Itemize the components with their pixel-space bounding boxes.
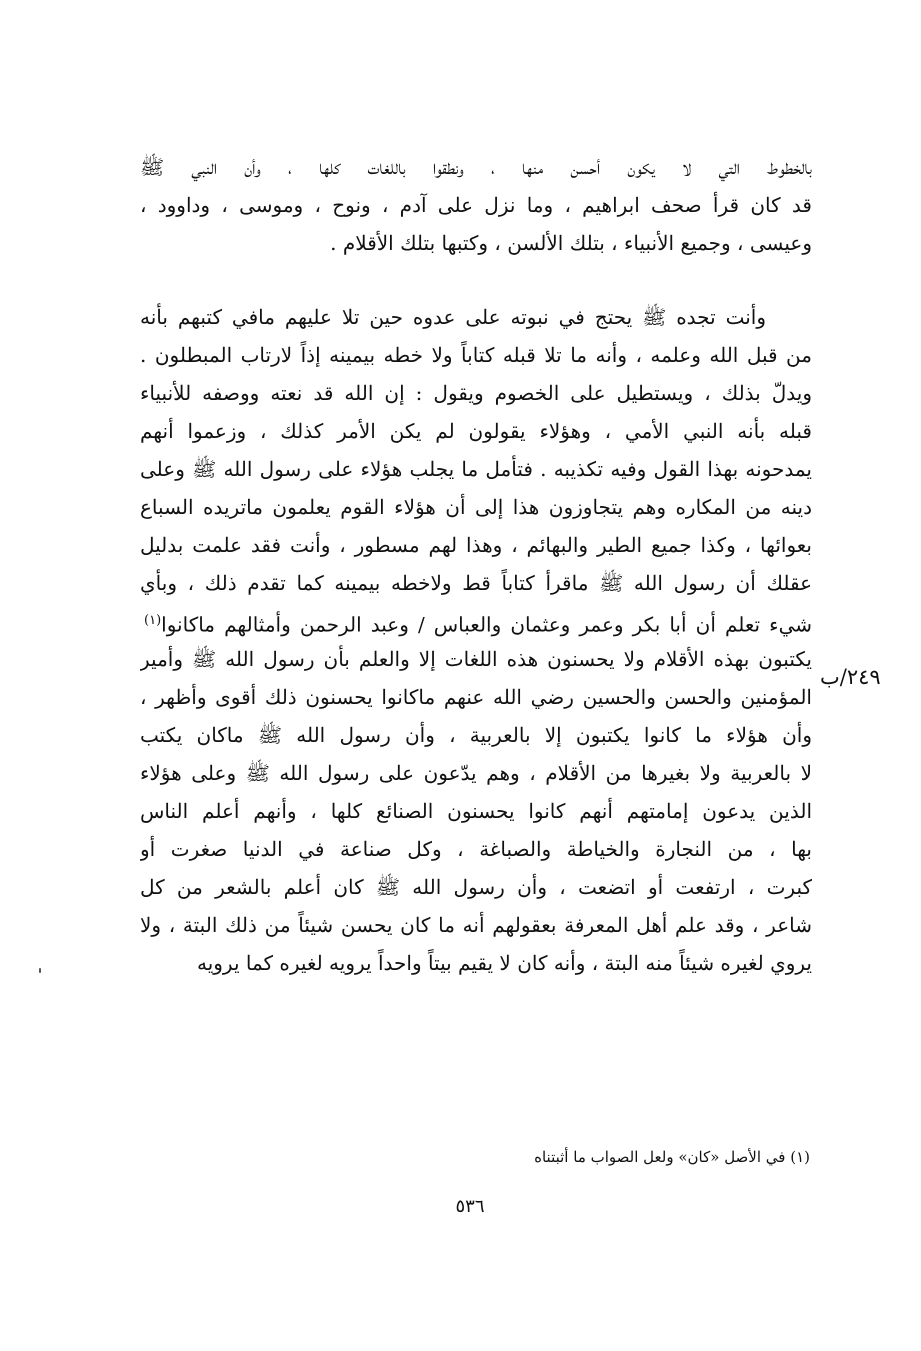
text-line: المؤمنين والحسن والحسين رضي الله عنهم ماكانوا يحسنون ذلك أقوى وأظهر ، (140, 685, 812, 709)
text-line: كبرت ، ارتفعت أو اتضعت ، وأن رسول الله ﷺ كان أعلم بالشعر من كل (140, 875, 812, 899)
text-line: بعوائها ، وكذا جميع الطير والبهائم ، وهذا لهم مسطور ، وأنت فقد علمت بدليل (140, 533, 812, 557)
scan-speck (39, 968, 41, 973)
text-line: بها ، من النجارة والخياطة والصباغة ، وكل صناعة في الدنيا صغرت أو (140, 837, 812, 861)
text-line: قد كان قرأ صحف ابراهيم ، وما نزل على آدم ، ونوح ، وموسى ، وداوود ، (140, 193, 812, 217)
text-line: قبله بأنه النبي الأمي ، وهؤلاء يقولون لم يكن الأمر كذلك ، وزعموا أنهم (140, 419, 812, 443)
text-line: وأن هؤلاء ما كانوا يكتبون إلا بالعربية ، وأن رسول الله ﷺ ماكان يكتب (140, 723, 812, 747)
paragraph-2 (140, 298, 812, 982)
text-line-with-footnote (140, 602, 812, 640)
text-line: يكتبون بهذه الأقلام ولا يحسنون هذه اللغات إلا والعلم بأن رسول الله ﷺ وأمير (140, 647, 812, 671)
text-line: وعيسى ، وجميع الأنبياء ، بتلك الألسن ، وكتبها بتلك الأقلام . (330, 231, 812, 255)
text-line: من قبل الله وعلمه ، وأنه ما تلا قبله كتاباً ولا خطه بيمينه إذاً لارتاب المبطلون . (140, 343, 812, 367)
page-number: ٥٣٦ (455, 1196, 485, 1217)
text-line: وأنت تجده ﷺ يحتج في نبوته على عدوه حين تلا عليهم مافي كتبهم بأنه (140, 305, 766, 329)
text-line: ويدلّ بذلك ، ويستطيل على الخصوم ويقول : إن الله قد نعته ووصفه للأنبياء (140, 381, 812, 405)
paragraph-1 (140, 148, 812, 262)
text-line: لا بالعربية ولا بغيرها من الأقلام ، وهم يدّعون على رسول الله ﷺ وعلى هؤلاء (140, 761, 812, 785)
text-line: بالخطوط التي لا يكون أحسن منها ، ونطقوا باللغات كلها ، وأن النبي ﷺ (140, 155, 812, 179)
text-line: يروي لغيره شيئاً منه البتة ، وأنه كان لا يقيم بيتاً واحداً يرويه لغيره كما يرويه (196, 951, 812, 975)
footnote: (١) في الأصل «كان» ولعل الصواب ما أثبتناه (534, 1148, 810, 1166)
footnote-marker: (١) (144, 613, 162, 628)
text-line-content: شيء تعلم أن أبا بكر وعمر وعثمان والعباس / وعبد الرحمن وأمثالهم ماكانوا (161, 612, 812, 637)
margin-folio-reference: ٢٤٩/ب (820, 665, 881, 689)
text-line: دينه من المكاره وهم يتجاوزون هذا إلى أن هؤلاء القوم يعلمون ماتريده السباع (140, 495, 812, 519)
text-line: شاعر ، وقد علم أهل المعرفة بعقولهم أنه ما كان يحسن شيئاً من ذلك البتة ، ولا (140, 913, 812, 937)
text-line: عقلك أن رسول الله ﷺ ماقرأ كتاباً قط ولاخطه بيمينه كما تقدم ذلك ، وبأي (140, 571, 812, 595)
text-line: الذين يدعون إمامتهم أنهم كانوا يحسنون الصنائع كلها ، وأنهم أعلم الناس (140, 799, 812, 823)
text-line: يمدحونه بهذا القول وفيه تكذيبه . فتأمل ما يجلب هؤلاء على رسول الله ﷺ وعلى (140, 457, 812, 481)
